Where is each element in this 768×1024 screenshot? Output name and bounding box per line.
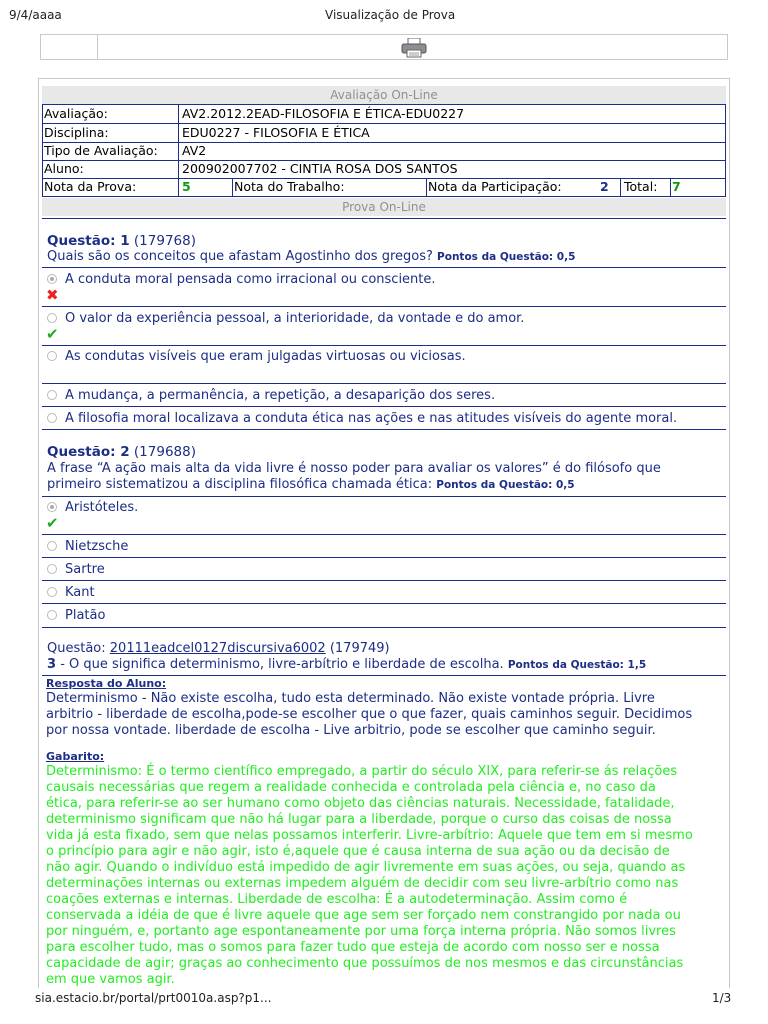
option-text: Nietzsche [65,539,129,554]
gabarito-label: Gabarito: [46,750,105,763]
aluno-value: 200902007702 - CINTIA ROSA DOS SANTOS [182,161,458,176]
gabarito-line: o princípio para agir e não agir, isto é,aquele que é causa interna de sua ação ou da decisão de [46,844,670,859]
print-date: 9/4/aaaa [9,8,62,22]
q1-option-2[interactable] [47,311,524,326]
q2-code: (179688) [133,444,196,460]
q1-text [47,249,575,265]
aluno-label: Aluno: [44,161,84,176]
q2-question-line2: primeiro sistematizou a disciplina filosófica chamada ética: [47,477,433,492]
col-line [426,178,427,196]
gabarito-line: determinismo significam que não há lugar para a liberdade, porque o curso das coisas de nossa [46,812,672,827]
resposta-line: Determinismo - Não existe escolha, tudo esta determinado. Não existe vontade própria. Livre [46,691,655,706]
radio[interactable] [47,390,57,400]
avaliacao-label: Avaliação: [44,106,108,121]
total-label: Total: [624,179,658,194]
divider [42,675,726,676]
wrong-icon: ✖ [46,286,59,304]
option-text: Kant [65,585,95,600]
avaliacao-value: AV2.2012.2EAD-FILOSOFIA E ÉTICA-EDU0227 [182,106,465,121]
radio[interactable] [47,413,57,423]
total-value: 7 [672,179,681,194]
divider [42,406,726,407]
tipo-value: AV2 [182,143,207,158]
divider [42,267,726,268]
col-line [42,104,43,196]
col-line [178,104,179,196]
divider [42,306,726,307]
option-text: A filosofia moral localizava a conduta ética nas ações e nas atitudes visíveis do agente moral. [65,411,678,426]
resposta-line: por nossa vontade. liberdade de escolha - Live arbitrio, pode se escolher que caminho seguir. [46,723,656,738]
gabarito-line: vida já esta fixado, sem que nelas possamos interferir. Livre-arbítrio: Aquele que tem em si mesmo [46,828,693,843]
gabarito-line: por ninguém, e, portanto age espontaneamente por uma força interna própria. Não somos livres [46,924,676,939]
q3-code: (179749) [329,641,390,656]
q1-question: Quais são os conceitos que afastam Agostinho dos gregos? [47,249,433,264]
q3-question: - O que significa determinismo, livre-arbítrio e liberdade de escolha. [60,657,504,672]
row-tipo [42,142,726,160]
gabarito-line: determinações internas ou externas impedem alguém de decidir com seu livre-arbítrio como nas [46,876,679,891]
q1-option-3[interactable] [47,349,466,364]
disciplina-value: EDU0227 - FILOSOFIA E ÉTICA [182,125,370,140]
resposta-label: Resposta do Aluno: [46,677,167,690]
divider [42,627,726,628]
q1-title [47,233,196,249]
q1-points: Pontos da Questão: 0,5 [437,251,576,263]
correct-icon: ✔ [46,514,59,532]
option-text: Sartre [65,562,105,577]
print-title: Visualização de Prova [325,8,456,22]
printer-icon[interactable] [401,38,427,62]
radio-selected[interactable] [47,274,57,284]
q1-code: (179768) [133,233,196,249]
option-text: Platão [65,608,106,623]
radio[interactable] [47,564,57,574]
radio[interactable] [47,541,57,551]
radio-selected[interactable] [47,502,57,512]
tipo-label: Tipo de Avaliação: [44,143,158,158]
radio[interactable] [47,313,57,323]
divider [42,218,726,219]
q1-option-1[interactable] [47,272,436,287]
toolbar-divider [97,35,98,59]
option-text: As condutas visíveis que eram julgadas virtuosas ou viciosas. [65,349,466,364]
q2-option-2[interactable] [47,539,128,554]
gabarito-line: capacidade de agir; graças ao conhecimento que possuímos de nos mesmos e das circunstâncias [46,956,684,971]
row-aluno [42,160,726,178]
gabarito-line: conservada a idéia de que é livre aquele que age sem ser forçado nem constrangido por nada ou [46,908,681,923]
q2-option-4[interactable] [47,585,95,600]
q2-title [47,444,196,460]
q2-text [47,461,661,493]
q1-option-5[interactable] [47,411,677,426]
nota-participacao-label: Nota da Participação: [428,179,562,194]
gabarito-line: Determinismo: É o termo científico empregado, a partir do século XIX, para referir-se ás relações [46,764,678,779]
nota-prova-value: 5 [182,179,191,194]
row-avaliacao [42,105,726,123]
option-text: O valor da experiência pessoal, a interioridade, da vontade e do amor. [65,311,525,326]
option-text: A conduta moral pensada como irracional ou consciente. [65,272,436,287]
divider [42,603,726,604]
divider [42,383,726,384]
row-disciplina [42,124,726,142]
nota-trabalho-label: Nota do Trabalho: [234,179,345,194]
radio[interactable] [47,610,57,620]
q3-title [47,641,390,656]
q2-label: Questão: 2 [47,444,130,460]
resposta-line: arbitrio - liberdade de escolha,pode-se escolher que o que fazer, quais caminhos seguir. Decidimos [46,707,693,722]
section-prova-header: Prova On-Line [42,198,726,216]
divider [42,429,726,430]
radio[interactable] [47,587,57,597]
gabarito-line: em que vamos agir. [46,972,175,987]
col-line [725,104,726,196]
q1-option-4[interactable] [47,388,495,403]
resposta-text [46,691,726,739]
gabarito-line: ética, para referir-se ao ser humano como objeto das ciências naturais. Necessidade, fatalidade, [46,796,675,811]
divider [42,534,726,535]
gabarito-line: para escolher tudo, mas o somos para fazer tudo que esteja de acordo com nosso ser e nossa [46,940,660,955]
nota-prova-label: Nota da Prova: [44,179,137,194]
row-notas [42,178,726,196]
gabarito-line: não agir. Quando o indivíduo está impedido de agir livremente em suas ações, ou seja, quando as [46,860,686,875]
divider [42,557,726,558]
q2-option-1[interactable] [47,500,138,515]
gabarito-line: causais necessárias que regem a realidade conhecida e controlada pela ciência e, no caso da [46,780,656,795]
gabarito-text [46,764,726,988]
divider [42,496,726,497]
q3-link[interactable]: 20111eadcel0127discursiva6002 [109,641,326,656]
option-text: A mudança, a permanência, a repetição, a desaparição dos seres. [65,388,496,403]
radio[interactable] [47,351,57,361]
q3-number: 3 [47,657,57,672]
q1-label: Questão: 1 [47,233,130,249]
q2-points: Pontos da Questão: 0,5 [436,479,575,491]
divider [42,196,726,197]
print-url: sia.estacio.br/portal/prt0010a.asp?p1... [35,991,272,1005]
q3-text [47,657,646,673]
col-line [232,178,233,196]
q2-question-line1: A frase “A ação mais alta da vida livre é nosso poder para avaliar os valores” é do filósofo que [47,461,661,476]
divider [42,580,726,581]
toolbar [40,34,728,60]
section-avaliacao-header: Avaliação On-Line [42,86,726,104]
gabarito-line: coações externas e internas. Liberdade de escolha: É a autodeterminação. Assim como é [46,892,628,907]
option-text: Aristóteles. [65,500,139,515]
q3-points: Pontos da Questão: 1,5 [507,659,647,671]
disciplina-label: Disciplina: [44,125,109,140]
q2-option-5[interactable] [47,608,105,623]
q3-label: Questão: [47,641,106,656]
nota-participacao-value: 2 [600,179,609,194]
col-line [620,178,621,196]
print-page-number: 1/3 [712,991,732,1005]
col-line [670,178,671,196]
correct-icon: ✔ [46,325,59,343]
q2-option-3[interactable] [47,562,105,577]
divider [42,345,726,346]
